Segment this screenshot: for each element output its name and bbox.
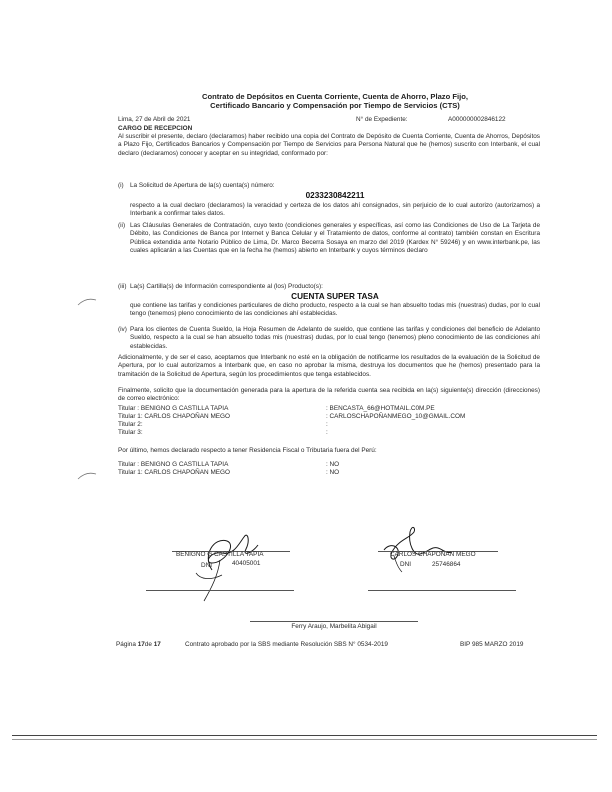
item-number: (i) [118,182,124,189]
signer-name-right: CARLOS CHAPOÑAN MEGO [390,551,476,558]
item-text-continued: respecto a la cual declaro (declaramos) la veracidad y certeza de los datos ahí consignados, sin perjuicio de lo cual autorizo (autorizamos) a Interbank a confirmar tales datos. [130,202,540,218]
item-number: (iv) [118,326,127,333]
signature-line-blank [368,590,516,591]
dni-value-right: 25746864 [432,561,461,568]
place-date: Lima, 27 de Abril de 2021 [118,116,191,123]
signer-name-left: BENIGNO G CASTILLA TAPIA [176,551,264,558]
residence-question: Por último, hemos declarado respecto a tener Residencia Fiscal o Tributaria fuera del Perú: [118,447,377,454]
contract-title-line2: Certificado Bancario y Compensación por Tiempo de Servicios (CTS) [210,101,460,110]
holder-label: Titular 1: CARLOS CHAPOÑAN MEGO [118,469,230,476]
item-number: (ii) [118,222,126,229]
margin-mark [76,296,98,308]
product-name: CUENTA SUPER TASA [291,292,379,301]
expediente-value: A000000002846122 [448,116,506,123]
page-current: 17 [137,641,145,648]
residence-answer: : NO [326,461,340,468]
item-text: Las Cláusulas Generales de Contratación, cuyo texto (condiciones generales y específicas, así como las Condiciones de Uso de La Tarjeta de Débito, las Condiciones de Banca por Internet y Banca Celular y el Tratamiento de datos, conforme al contrato) también constan en Escritura Pública extendida ante Notario Público de Lima, Dr. Marco Becerra Sosaya en marzo del 2019 (Kardex N° 59246) y en www.interbank.pe, las cuales aplicarán a las Cuentas que en la fecha he (hemos) abierto en Interbank y cuyos términos declaro [130,222,540,255]
holder-label: Titular 1: CARLOS CHAPOÑAN MEGO [118,413,230,420]
item-text: La Solicitud de Apertura de la(s) cuenta(s) número: [130,182,275,189]
bottom-rule-thin [12,739,597,740]
holder-email: : BENCASTA_66@HOTMAIL.C0M.PE [326,405,435,412]
dni-label-left: DNI [201,562,213,569]
margin-mark [76,470,98,482]
holder-label: Titular 3: [118,429,143,436]
item-text: La(s) Cartilla(s) de Información correspondiente al (los) Producto(s): [130,283,323,290]
officer-name: Ferry Araujo, Marbelita Abigail [291,623,377,630]
page-of: de [144,641,152,648]
page-prefix: Página [116,641,136,648]
holder-email: : [326,421,328,428]
item-text: Para los clientes de Cuenta Sueldo, la Hoja Resumen de Adelanto de sueldo, que contiene las tarifas y condiciones del beneficio de Adelanto Sueldo, respecto a la cual se han absuelto todas mis (nuestras) dudas, por lo cual tengo (tenemos) pleno conocimiento de las condiciones ahí establecidas. [130,326,540,350]
holder-label: Titular 2: [118,421,143,428]
holder-email: : CARLOSCHAPOÑANMEGO_10@GMAIL.COM [326,413,466,420]
page-total: 17 [153,641,161,648]
approval-text: Contrato aprobado por la SBS mediante Resolución SBS N° 0534-2019 [185,641,388,648]
officer-signature-line [250,621,418,622]
signature-line-blank [146,590,294,591]
page-indicator [116,641,161,649]
additional-paragraph: Adicionalmente, y de ser el caso, aceptamos que Interbank no esté en la obligación de notificarme los resultados de la evaluación de la Solicitud de Apertura, por lo cual autorizamos a Interbank que, en caso no aprobar la misma, destruya los documentos que he (hemos) presentado para la tramitación de la Solicitud de Apertura, según los procedimientos que tenga establecidos. [118,354,540,378]
residence-answer: : NO [326,469,340,476]
holder-label: Titular : BENIGNO G CASTILLA TAPIA [118,405,229,412]
item-number: (iii) [118,283,127,290]
item-text-continued: que contiene las tarifas y condiciones particulares de dicho producto, respecto a la cual se han absuelto todas mis (nuestras) dudas, por lo cual tengo (tenemos) pleno conocimiento de las condiciones ahí establecidas. [130,302,540,318]
finally-paragraph: Finalmente, solicito que la documentación generada para la apertura de la referida cuenta sea recibida en la(s) siguiente(s) dirección (direcciones) de correo electrónico: [118,387,540,403]
account-number: 0233230842211 [305,191,365,200]
holder-email: : [326,429,328,436]
cargo-heading: CARGO DE RECEPCION [118,125,193,132]
intro-paragraph: Al suscribir el presente, declaro (declaramos) haber recibido una copia del Contrato de Depósito de Cuenta Corriente, Cuenta de Ahorros, Depósitos a Plazo Fijo, Certificados Bancarios y Compensación por Tiempo de Servicios para Persona Natural que he (hemos) suscrito con Interbank, el cual declaro (declaramos) conocer y aceptar en su integridad, conformado por: [118,133,540,157]
holder-label: Titular : BENIGNO G CASTILLA TAPIA [118,461,229,468]
bottom-rule [12,735,597,736]
dni-value-left: 40405001 [232,560,261,567]
dni-label-right: DNI [400,561,412,568]
contract-title-line1: Contrato de Depósitos en Cuenta Corriente, Cuenta de Ahorro, Plazo Fijo, [202,92,468,101]
expediente-label: N° de Expediente: [356,116,408,123]
bip-code: BIP 985 MARZO 2019 [460,641,524,648]
